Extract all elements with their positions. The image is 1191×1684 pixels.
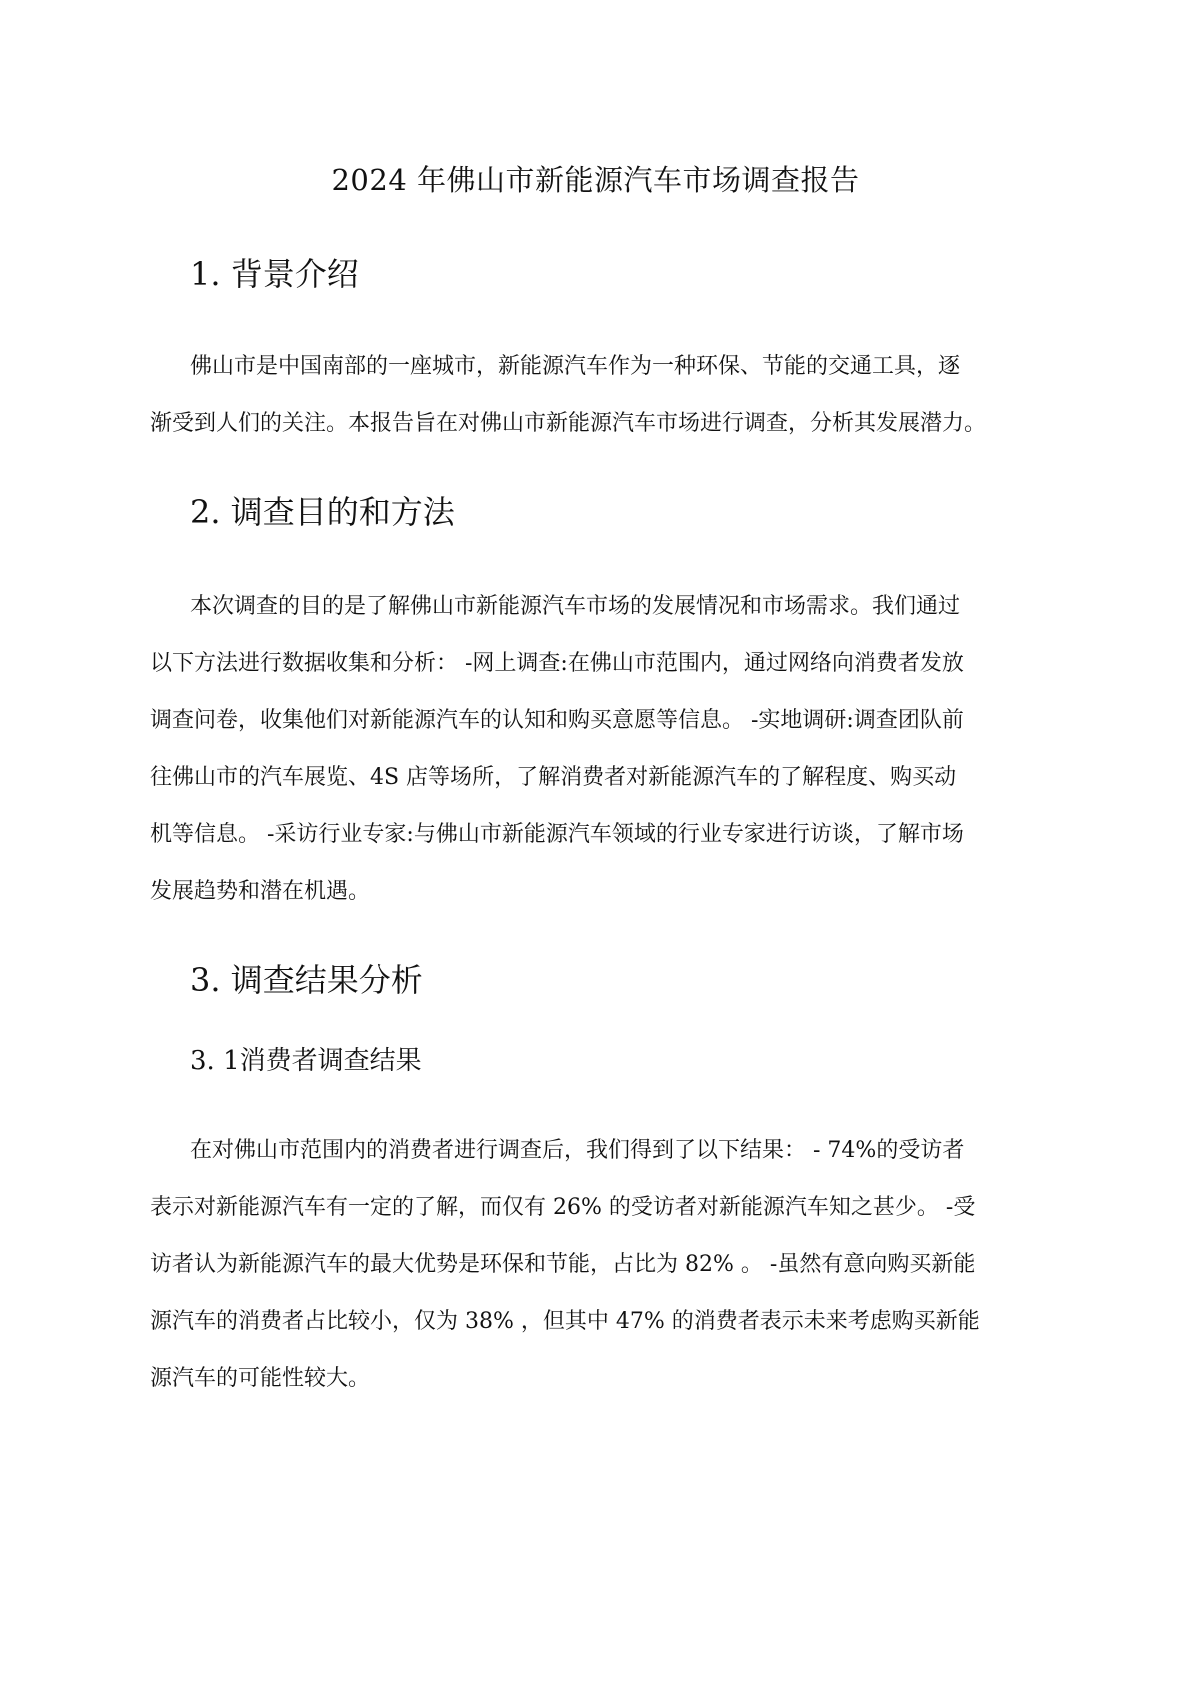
paragraph-line: 本次调查的目的是了解佛山市新能源汽车市场的发展情况和市场需求。我们通过 — [190, 594, 961, 619]
paragraph-line: 渐受到人们的关注。本报告旨在对佛山市新能源汽车市场进行调查，分析其发展潜力。 — [150, 411, 987, 436]
section-heading-results: 3. 调查结果分析 — [190, 961, 423, 999]
paragraph-line: 访者认为新能源汽车的最大优势是环保和节能，占比为 82% 。 -虽然有意向购买新能 — [150, 1252, 976, 1277]
paragraph-line: 发展趋势和潜在机遇。 — [150, 879, 371, 904]
paragraph-line: 往佛山市的汽车展览、4S 店等场所，了解消费者对新能源汽车的了解程度、购买动 — [150, 765, 957, 790]
paragraph-line: 源汽车的消费者占比较小，仅为 38% ，但其中 47% 的消费者表示未来考虑购买新能 — [150, 1309, 980, 1334]
paragraph-line: 调查问卷，收集他们对新能源汽车的认知和购买意愿等信息。 -实地调研:调查团队前 — [150, 708, 964, 733]
section-paragraph-background — [150, 338, 1050, 452]
section-paragraph-method — [150, 578, 1050, 920]
subsection-paragraph-consumer-results — [150, 1122, 1050, 1407]
paragraph-line: 佛山市是中国南部的一座城市，新能源汽车作为一种环保、节能的交通工具，逐 — [190, 354, 961, 379]
paragraph-line: 在对佛山市范围内的消费者进行调查后，我们得到了以下结果： - 74%的受访者 — [190, 1138, 965, 1163]
paragraph-line: 以下方法进行数据收集和分析： -网上调查:在佛山市范围内，通过网络向消费者发放 — [150, 651, 964, 676]
document-title: 2024 年佛山市新能源汽车市场调查报告 — [331, 163, 860, 197]
section-heading-background: 1. 背景介绍 — [190, 255, 359, 293]
paragraph-line: 源汽车的可能性较大。 — [150, 1366, 371, 1391]
paragraph-line: 表示对新能源汽车有一定的了解，而仅有 26% 的受访者对新能源汽车知之甚少。 -受 — [150, 1195, 976, 1220]
section-heading-method: 2. 调查目的和方法 — [190, 493, 455, 531]
paragraph-line: 机等信息。 -采访行业专家:与佛山市新能源汽车领域的行业专家进行访谈，了解市场 — [150, 822, 964, 847]
subsection-heading-consumer-results: 3. 1消费者调查结果 — [190, 1046, 422, 1076]
